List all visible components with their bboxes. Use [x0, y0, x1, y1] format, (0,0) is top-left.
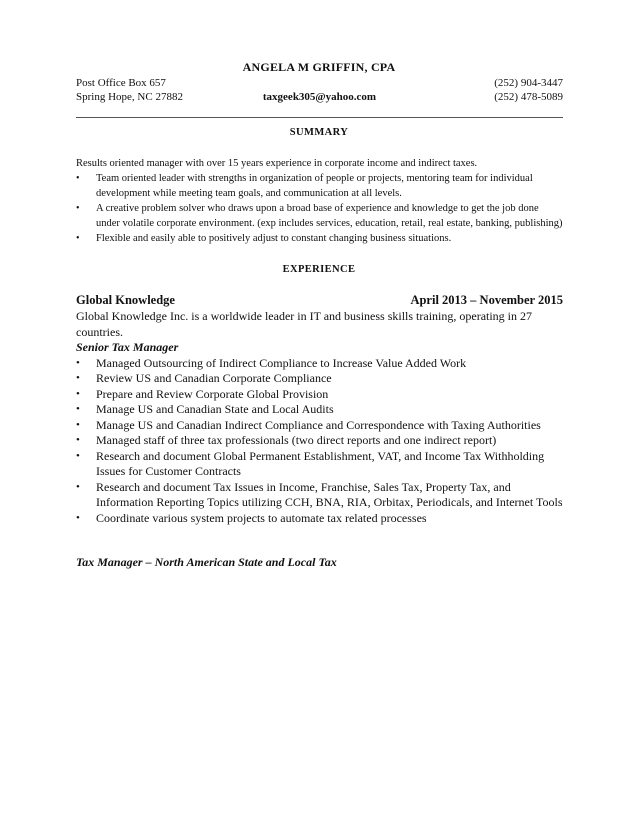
summary-bullet [76, 201, 563, 231]
bullet-icon: • [76, 233, 80, 244]
company-name: Global Knowledge [76, 293, 175, 307]
company-description: Global Knowledge Inc. is a worldwide leader in IT and business skills training, operating in 27 countries. [76, 309, 533, 339]
experience-bullet-list [76, 356, 563, 527]
phone-2: (252) 478-5089 [494, 91, 563, 103]
bullet-icon: • [76, 434, 80, 446]
summary-bullet [76, 231, 563, 246]
experience-bullet [76, 511, 563, 527]
summary-bullet-text: Flexible and easily able to positively adjust to constant changing business situations. [96, 233, 452, 244]
role-title: Senior Tax Manager [76, 340, 179, 354]
bullet-icon: • [76, 511, 80, 524]
header-divider [76, 117, 563, 118]
experience-bullet-text: Review US and Canadian Corporate Compliance [96, 371, 332, 385]
experience-bullet-text: Manage US and Canadian State and Local Audits [96, 402, 334, 416]
bullet-icon: • [76, 387, 80, 400]
experience-bullet [76, 371, 563, 387]
experience-bullet-text: Prepare and Review Corporate Global Provision [96, 386, 329, 401]
experience-heading: EXPERIENCE [282, 264, 356, 275]
experience-bullet-text: Research and document Global Permanent Establishment, VAT, and Income Tax Withholding Issues for Customer Contracts [96, 448, 545, 478]
summary-heading: SUMMARY [289, 127, 349, 138]
bullet-icon: • [76, 418, 80, 431]
job-header [76, 293, 563, 309]
summary-intro: Results oriented manager with over 15 years experience in corporate income and indirect taxes. [76, 158, 478, 169]
experience-bullet [76, 387, 563, 403]
address-line-2: Spring Hope, NC 27882 [76, 91, 183, 103]
phone-1: (252) 904-3447 [494, 77, 563, 89]
role-title-2: Tax Manager – North American State and Local Tax [76, 555, 337, 569]
summary-section [76, 156, 563, 246]
experience-bullet-text: Coordinate various system projects to automate tax related processes [96, 510, 427, 525]
summary-bullet [76, 171, 563, 201]
experience-bullet [76, 433, 563, 449]
job-dates: April 2013 – November 2015 [410, 293, 563, 307]
bullet-icon: • [76, 403, 80, 415]
summary-bullet-text: Team oriented leader with strengths in organization of people or projects, mentoring team for individual development while meeting team goals, and communication at all levels. [96, 173, 533, 199]
experience-bullet-text: Managed Outsourcing of Indirect Compliance to Increase Value Added Work [96, 355, 467, 370]
experience-bullet [76, 449, 563, 480]
contact-row-1 [76, 76, 563, 90]
experience-bullet [76, 356, 563, 372]
experience-bullet [76, 402, 563, 418]
bullet-icon: • [76, 480, 80, 493]
experience-bullet [76, 480, 563, 511]
bullet-icon: • [76, 203, 80, 214]
resume-name: ANGELA M GRIFFIN, CPA [242, 60, 396, 74]
experience-bullet-text: Manage US and Canadian Indirect Compliance and Correspondence with Taxing Authorities [96, 417, 541, 432]
experience-bullet-text: Research and document Tax Issues in Income, Franchise, Sales Tax, Property Tax, and Information Reporting Topics utilizing CCH, BNA, RIA, Orbitax, Periodicals, and Internet Tools [96, 479, 563, 509]
contact-row-2 [76, 90, 563, 104]
experience-bullet [76, 418, 563, 434]
experience-bullet-text: Managed staff of three tax professionals (two direct reports and one indirect report) [96, 433, 497, 447]
bullet-icon: • [76, 449, 80, 462]
summary-bullet-text: A creative problem solver who draws upon a broad base of experience and knowledge to get the job done under volatile corporate environment. (exp includes services, education, retail, real estate, banking, publishing) [96, 203, 563, 229]
bullet-icon: • [76, 173, 80, 184]
bullet-icon: • [76, 372, 80, 384]
summary-bullet-list [76, 171, 563, 246]
bullet-icon: • [76, 356, 80, 369]
address-line-1: Post Office Box 657 [76, 77, 166, 89]
experience-section [76, 293, 563, 526]
email-address: taxgeek305@yahoo.com [262, 91, 377, 103]
